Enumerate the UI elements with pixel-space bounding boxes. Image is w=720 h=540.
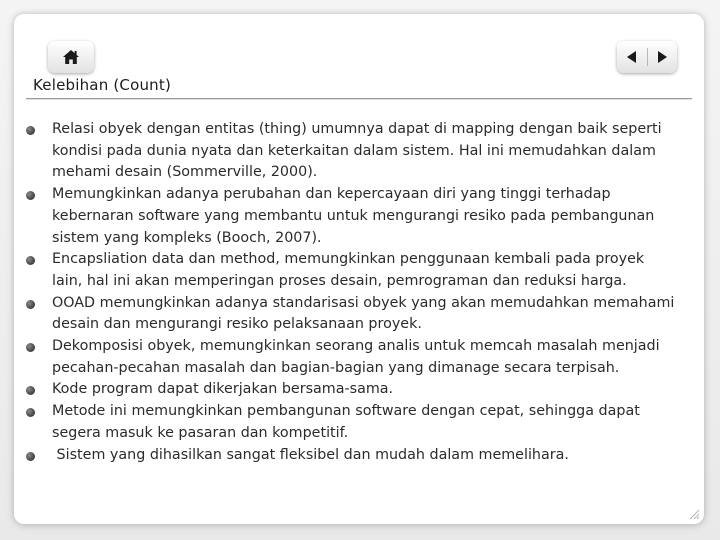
list-item	[26, 119, 676, 184]
bullet-icon	[26, 386, 35, 395]
list-item-text: Sistem yang dihasilkan sangat fleksibel dan mudah dalam memelihara.	[52, 446, 569, 463]
title-divider	[26, 98, 692, 99]
triangle-left-icon	[627, 51, 637, 63]
bullet-icon	[26, 300, 35, 309]
list-item	[26, 379, 676, 401]
list-item-text: Metode ini memungkinkan pembangunan software dengan cepat, sehingga dapat segera masuk ke pasaran dan kompetitif.	[52, 403, 640, 441]
resize-grip-icon	[686, 506, 700, 520]
home-button[interactable]	[48, 41, 94, 73]
list-item-text: Relasi obyek dengan entitas (thing) umumnya dapat di mapping dengan baik seperti kondisi pada dunia nyata dan keterkaitan dalam sistem. Hal ini memudahkan dalam mehami desain (Sommerville, 2000).	[52, 121, 662, 181]
bullet-icon	[26, 126, 35, 135]
slide	[14, 14, 704, 524]
list-item	[26, 293, 676, 336]
slide-title: Kelebihan (Count)	[33, 76, 172, 94]
triangle-right-icon	[657, 51, 667, 63]
slide-header	[14, 14, 704, 100]
slide-navigation	[617, 41, 677, 73]
bullet-icon	[26, 256, 35, 265]
previous-slide-button[interactable]	[621, 46, 643, 68]
bullet-list	[26, 119, 676, 466]
list-item	[26, 184, 676, 249]
list-item-text: Memungkinkan adanya perubahan dan kepercayaan diri yang tinggi terhadap kebernaran software yang membantu untuk mengurangi resiko pada pembangunan sistem yang kompleks (Booch, 2007).	[52, 186, 655, 246]
list-item	[26, 336, 676, 379]
bullet-icon	[26, 191, 35, 200]
list-item-text: Encapsliation data dan method, memungkinkan penggunaan kembali pada proyek lain, hal ini akan memperingan proses desain, pemrograman dan reduksi harga.	[52, 251, 645, 289]
list-item-text: OOAD memungkinkan adanya standarisasi obyek yang akan memudahkan memahami desain dan mengurangi resiko pelaksanaan proyek.	[52, 294, 675, 333]
list-item-text: Dekomposisi obyek, memungkinkan seorang analis untuk memcah masalah menjadi pecahan-pecahan masalah dan bagian-bagian yang dimanage secara terpisah.	[52, 338, 660, 376]
bullet-icon	[26, 343, 35, 352]
list-item	[26, 401, 676, 444]
bullet-icon	[26, 452, 35, 461]
bullet-icon	[26, 408, 35, 417]
list-item	[26, 249, 676, 292]
home-icon	[62, 49, 80, 65]
list-item-text: Kode program dapat dikerjakan bersama-sama.	[52, 381, 394, 398]
next-slide-button[interactable]	[651, 46, 673, 68]
list-item	[26, 445, 676, 467]
nav-divider	[647, 48, 648, 66]
